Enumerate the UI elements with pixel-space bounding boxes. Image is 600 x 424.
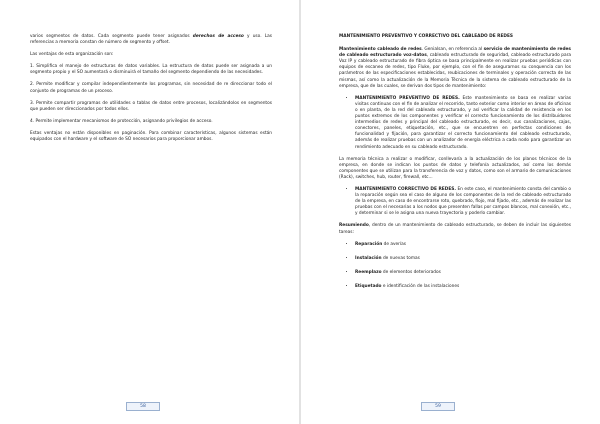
text-run: Este mantenimiento se basa en realizar varias visitas continuas con el fin de analizar el recorrido, tanto exterior como interior en áreas de oficinas o en planta, de la red del cableado estructurado, y así verificar la calidad de resistencia en los puntos extremos de los componentes y verificar el correcto funcionamiento de los distribuidores intermedios de redes y principal del cableado estructurado, es decir, sus canalizaciones, cajas, conectores, paneles, etiquetación, etc., que se encuentren en perfectas condiciones de funcionalidad y fijación, para garantizar el correcto funcionamiento del cableado estructurado, además de realizar pruebas con un analizador de energía eléctrica a cada nodo para garantizar un rendimiento adecuado en su cableado estructurado. — [355, 95, 572, 150]
text-run: de averías — [382, 241, 407, 247]
page-number-left: 58 — [126, 402, 160, 411]
text-run: de elementos deteriorados — [381, 269, 441, 275]
text-run: , dentro de un mantenimiento de cableado estructurado, se deben de incluir las siguientes tareas: — [339, 223, 571, 235]
paragraph-segments — [30, 34, 272, 46]
list-item-corrective — [355, 187, 571, 217]
text-run: . Genialsan, en referencia al — [421, 47, 484, 53]
list-item — [355, 242, 571, 248]
text-run: de nuevas tomas — [381, 255, 420, 261]
bold-term: servicio de mantenimiento de redes de cableado estructurado voz-datos — [339, 47, 571, 59]
right-page — [301, 0, 600, 424]
paragraph-advantage-1: 1. Simplifica el manejo de estructuras de datos variables. La estructura de datos puede ser asignada a un segmento propio y el SO aumentará o disminuirá el tamaño del segmento dependiendo de las necesidades. — [30, 64, 272, 76]
text-run: varios segmentos de datos. Cada segmento puede tener asignados — [30, 34, 193, 39]
emphasis-access-rights: derechos de acceso — [192, 34, 244, 39]
bold-term: Reemplazo — [355, 269, 382, 275]
bold-term: MANTENIMIENTO PREVENTIVO DE REDES. — [355, 95, 460, 101]
tasks-list — [339, 242, 571, 290]
bold-term: Mantenimiento cableado de redes — [339, 47, 422, 53]
maintenance-types-list — [339, 96, 571, 151]
text-run: y uso. Las referencias a memoria constan de número de segmento y offset. — [30, 34, 272, 46]
bold-term: Etiquetado — [355, 283, 382, 289]
bold-term: Resumiendo — [339, 223, 369, 229]
list-item-preventive — [355, 96, 571, 151]
text-run: En este caso, el mantenimiento consta del cambio o la reparación según sea el caso de alguno de los componentes de la red de cableado estructurado de la empresa, en caso de encontrarse roto, quebrado, flojo, mal fijado, etc., además de realizar las pruebas con el necesarias a los nodos que presenten fallas por campos blancos, mal conexión, etc., y determinar si se le asigna una nueva trayectoria y poderlo cambiar. — [355, 186, 571, 217]
paragraph-summary — [339, 223, 571, 235]
right-page-content — [339, 34, 571, 298]
paragraph-conclusion: Estas ventajas no están disponibles en paginación. Para combinar características, algunos sistemas están equipados con el hardware y el software de SO necesarios para proporcionar ambos. — [30, 130, 272, 143]
list-item — [355, 270, 571, 276]
list-item — [355, 284, 571, 290]
paragraph-advantages-intro: Las ventajas de esta organización son: — [30, 52, 114, 58]
section-heading: MANTENIMIENTO PREVENTIVO Y CORRECTIVO DEL CABLEADO DE REDES — [339, 34, 514, 39]
text-run: , cableado estructurado de seguridad, cableado estructurado para Voz IP y cableado estructurado de fibra óptica se basa principalmente en realizar pruebas periódicas con equipos de escaneo de redes, tipo Fluke, por ejemplo, con el fin de asegurarnos su conquencia con los parámetros de las especificaciones establecidas, reubicaciones de terminales y operación correcta de las mismas, así como la actualización de la Memoria Técnica de la sistema de cableado estructurado de la empresa, que de las cuales, se derivan dos tipos de mantenimiento: — [339, 53, 571, 89]
list-item — [355, 256, 571, 262]
paragraph-memoria: La memoria técnica a realizar o modificar, conllevaría a la actualización de los planos técnicos de la empresa, en donde se indican los puntos de datos y telefonía actualizados, así como los demás componentes que se utilizan para la transferencia de voz y datos, como son el armario de comunicaciones (Rack), switches, hub, router, firewall, etc... — [339, 156, 571, 180]
left-page — [0, 0, 299, 424]
bold-term: Instalación — [355, 255, 382, 261]
page-number-right: 59 — [421, 402, 455, 411]
paragraph-advantage-2: 2. Permite modificar y compilar independientemente los programas, sin necesidad de re direccionar todo el conjunto de programas de un proceso. — [30, 82, 272, 94]
text-run: e identificación de las instalaciones — [381, 283, 460, 289]
left-page-content — [30, 34, 272, 149]
bold-term: Reparación — [355, 241, 383, 247]
bold-term: MANTENIMIENTO CORRECTIVO DE REDES. — [355, 186, 456, 192]
paragraph-advantage-4: 4. Permite implementar mecanismos de protección, asignando privilegios de acceso. — [30, 118, 213, 124]
paragraph-intro — [339, 47, 571, 90]
paragraph-advantage-3: 3. Permite compartir programas de utilidades o tablas de datos entre procesos, localizándolos en segmentos que pueden ser direccionados por todos ellos. — [30, 100, 272, 112]
maintenance-types-list-2 — [339, 187, 571, 217]
